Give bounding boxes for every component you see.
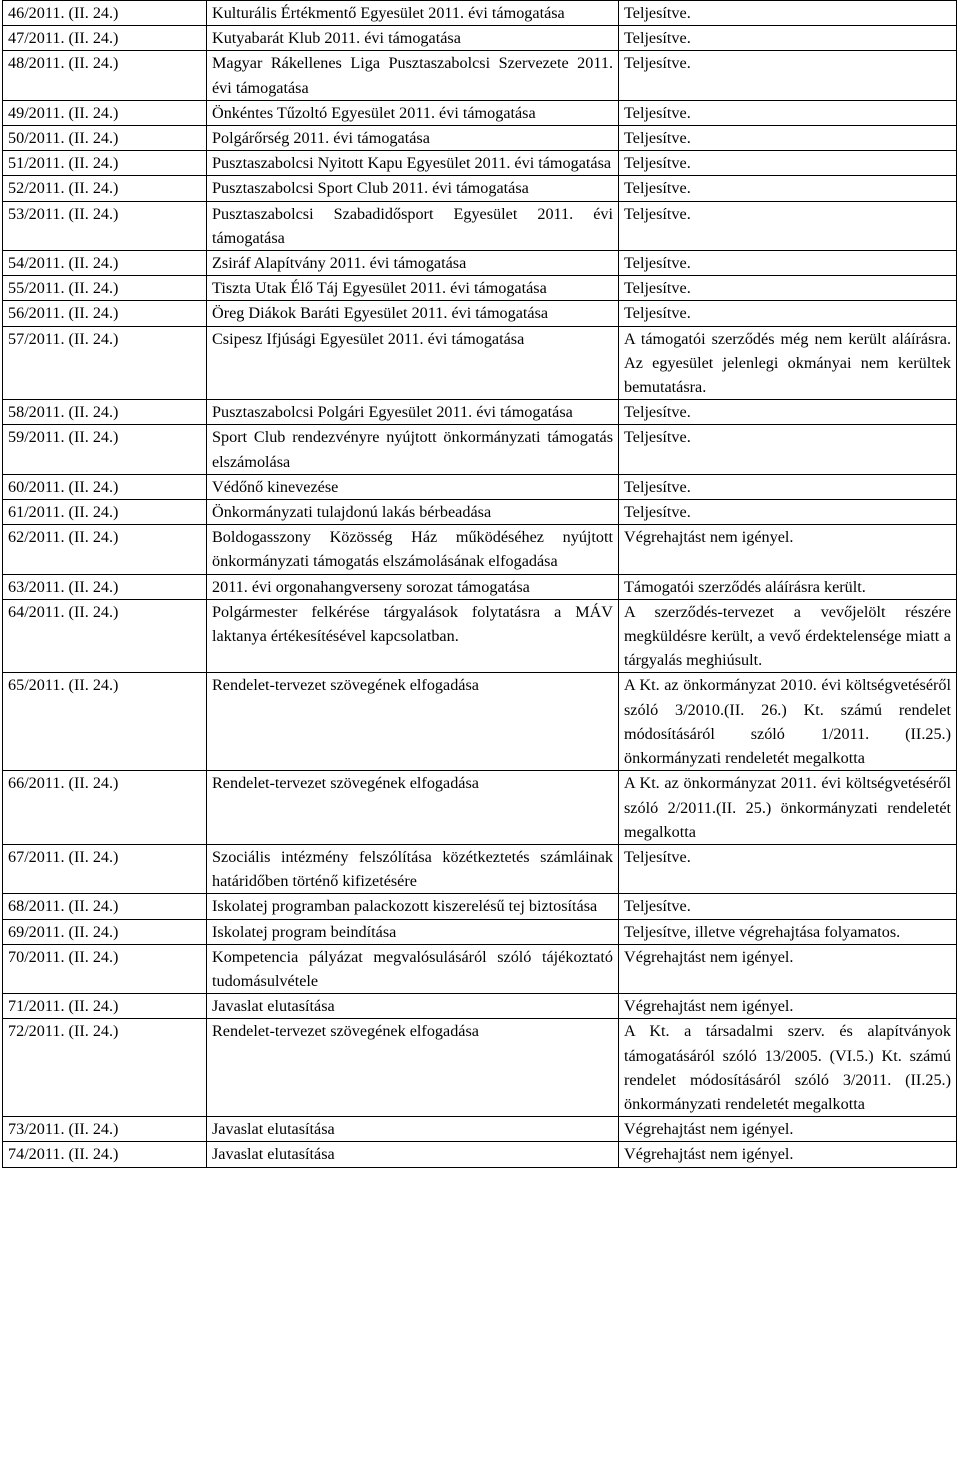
resolution-number: 68/2011. (II. 24.) — [3, 894, 207, 919]
resolution-subject: Javaslat elutasítása — [207, 1117, 619, 1142]
resolution-subject: Önkormányzati tulajdonú lakás bérbeadása — [207, 500, 619, 525]
resolution-number: 72/2011. (II. 24.) — [3, 1019, 207, 1117]
resolution-status: Teljesítve. — [619, 26, 957, 51]
resolution-number: 56/2011. (II. 24.) — [3, 301, 207, 326]
resolution-status: A Kt. az önkormányzat 2010. évi költségvetéséről szóló 3/2010.(II. 26.) Kt. számú rendelet módosításáról szóló 1/2011. (II.25.) önkormányzati rendeletét megalkotta — [619, 673, 957, 771]
resolution-number: 66/2011. (II. 24.) — [3, 771, 207, 845]
resolution-status: Teljesítve. — [619, 844, 957, 893]
table-row — [3, 771, 957, 845]
resolution-number: 62/2011. (II. 24.) — [3, 525, 207, 574]
table-row — [3, 176, 957, 201]
resolution-status: Végrehajtást nem igényel. — [619, 1117, 957, 1142]
resolution-status: Teljesítve. — [619, 894, 957, 919]
resolution-status: Végrehajtást nem igényel. — [619, 1142, 957, 1167]
resolution-status: Teljesítve. — [619, 51, 957, 100]
resolution-number: 71/2011. (II. 24.) — [3, 994, 207, 1019]
resolution-number: 73/2011. (II. 24.) — [3, 1117, 207, 1142]
resolution-subject: Polgárőrség 2011. évi támogatása — [207, 126, 619, 151]
table-row — [3, 574, 957, 599]
resolution-number: 65/2011. (II. 24.) — [3, 673, 207, 771]
resolution-status: Teljesítve. — [619, 276, 957, 301]
resolution-number: 59/2011. (II. 24.) — [3, 425, 207, 474]
resolution-subject: Pusztaszabolcsi Polgári Egyesület 2011. évi támogatása — [207, 400, 619, 425]
resolution-subject: Javaslat elutasítása — [207, 1142, 619, 1167]
resolution-number: 47/2011. (II. 24.) — [3, 26, 207, 51]
resolution-number: 53/2011. (II. 24.) — [3, 201, 207, 250]
resolution-status: Teljesítve. — [619, 1, 957, 26]
resolution-status: Teljesítve, illetve végrehajtása folyamatos. — [619, 919, 957, 944]
resolution-status: Teljesítve. — [619, 251, 957, 276]
resolution-subject: Javaslat elutasítása — [207, 994, 619, 1019]
table-row — [3, 994, 957, 1019]
resolution-status: Teljesítve. — [619, 100, 957, 125]
table-row — [3, 276, 957, 301]
resolution-subject: Sport Club rendezvényre nyújtott önkormányzati támogatás elszámolása — [207, 425, 619, 474]
resolution-subject: Rendelet-tervezet szövegének elfogadása — [207, 771, 619, 845]
table-row — [3, 151, 957, 176]
resolution-number: 48/2011. (II. 24.) — [3, 51, 207, 100]
resolution-status: Teljesítve. — [619, 151, 957, 176]
table-row — [3, 26, 957, 51]
resolution-subject: Önkéntes Tűzoltó Egyesület 2011. évi támogatása — [207, 100, 619, 125]
table-row — [3, 844, 957, 893]
resolution-subject: Kutyabarát Klub 2011. évi támogatása — [207, 26, 619, 51]
resolution-number: 57/2011. (II. 24.) — [3, 326, 207, 400]
table-row — [3, 1019, 957, 1117]
resolution-status: Teljesítve. — [619, 400, 957, 425]
resolution-status: Teljesítve. — [619, 126, 957, 151]
resolution-subject: Pusztaszabolcsi Nyitott Kapu Egyesület 2011. évi támogatása — [207, 151, 619, 176]
table-row — [3, 400, 957, 425]
resolution-number: 61/2011. (II. 24.) — [3, 500, 207, 525]
resolution-number: 54/2011. (II. 24.) — [3, 251, 207, 276]
table-row — [3, 944, 957, 993]
resolution-subject: Tiszta Utak Élő Táj Egyesület 2011. évi támogatása — [207, 276, 619, 301]
resolution-subject: Kulturális Értékmentő Egyesület 2011. évi támogatása — [207, 1, 619, 26]
resolution-subject: Kompetencia pályázat megvalósulásáról szóló tájékoztató tudomásulvétele — [207, 944, 619, 993]
table-row — [3, 599, 957, 673]
table-row — [3, 1142, 957, 1167]
resolution-status: Támogatói szerződés aláírásra került. — [619, 574, 957, 599]
resolution-subject: Iskolatej programban palackozott kiszerelésű tej biztosítása — [207, 894, 619, 919]
document-page — [2, 0, 956, 1168]
resolution-number: 52/2011. (II. 24.) — [3, 176, 207, 201]
resolution-number: 51/2011. (II. 24.) — [3, 151, 207, 176]
resolution-subject: Rendelet-tervezet szövegének elfogadása — [207, 1019, 619, 1117]
resolution-number: 55/2011. (II. 24.) — [3, 276, 207, 301]
table-row — [3, 51, 957, 100]
resolution-status: A Kt. az önkormányzat 2011. évi költségvetéséről szóló 2/2011.(II. 25.) önkormányzati rendeletét megalkotta — [619, 771, 957, 845]
resolution-subject: Zsiráf Alapítvány 2011. évi támogatása — [207, 251, 619, 276]
resolution-subject: Polgármester felkérése tárgyalások folytatásra a MÁV laktanya értékesítésével kapcsolatban. — [207, 599, 619, 673]
resolution-number: 69/2011. (II. 24.) — [3, 919, 207, 944]
resolution-subject: Pusztaszabolcsi Szabadidősport Egyesület 2011. évi támogatása — [207, 201, 619, 250]
resolution-number: 63/2011. (II. 24.) — [3, 574, 207, 599]
table-row — [3, 251, 957, 276]
resolution-status: Teljesítve. — [619, 500, 957, 525]
resolution-number: 74/2011. (II. 24.) — [3, 1142, 207, 1167]
resolution-subject: Pusztaszabolcsi Sport Club 2011. évi támogatása — [207, 176, 619, 201]
table-row — [3, 525, 957, 574]
table-row — [3, 326, 957, 400]
resolution-number: 60/2011. (II. 24.) — [3, 474, 207, 499]
table-row — [3, 100, 957, 125]
resolution-status: Teljesítve. — [619, 474, 957, 499]
resolution-subject: Szociális intézmény felszólítása közétkeztetés számláinak határidőben történő kifizetésére — [207, 844, 619, 893]
resolution-number: 58/2011. (II. 24.) — [3, 400, 207, 425]
resolution-number: 49/2011. (II. 24.) — [3, 100, 207, 125]
resolution-status: Teljesítve. — [619, 201, 957, 250]
table-row — [3, 1117, 957, 1142]
resolution-subject: Iskolatej program beindítása — [207, 919, 619, 944]
table-row — [3, 673, 957, 771]
resolution-subject: Csipesz Ifjúsági Egyesület 2011. évi támogatása — [207, 326, 619, 400]
resolution-status: A szerződés-tervezet a vevőjelölt részére megküldésre került, a vevő érdektelensége miatt a tárgyalás meghiúsult. — [619, 599, 957, 673]
resolution-status: Teljesítve. — [619, 425, 957, 474]
table-row — [3, 126, 957, 151]
resolution-number: 50/2011. (II. 24.) — [3, 126, 207, 151]
table-row — [3, 474, 957, 499]
resolution-number: 64/2011. (II. 24.) — [3, 599, 207, 673]
table-row — [3, 500, 957, 525]
table-row — [3, 1, 957, 26]
table-row — [3, 425, 957, 474]
resolution-subject: Magyar Rákellenes Liga Pusztaszabolcsi Szervezete 2011. évi támogatása — [207, 51, 619, 100]
resolution-number: 70/2011. (II. 24.) — [3, 944, 207, 993]
table-row — [3, 201, 957, 250]
resolution-status: A Kt. a társadalmi szerv. és alapítványok támogatásáról szóló 13/2005. (VI.5.) Kt. számú rendelet módosításáról szóló 3/2011. (II.25.) önkormányzati rendeletét megalkotta — [619, 1019, 957, 1117]
resolutions-table-body — [3, 1, 957, 1168]
resolution-number: 46/2011. (II. 24.) — [3, 1, 207, 26]
resolution-subject: Rendelet-tervezet szövegének elfogadása — [207, 673, 619, 771]
resolution-subject: Öreg Diákok Baráti Egyesület 2011. évi támogatása — [207, 301, 619, 326]
table-row — [3, 919, 957, 944]
resolution-status: Teljesítve. — [619, 301, 957, 326]
resolutions-table — [2, 0, 957, 1168]
resolution-status: Végrehajtást nem igényel. — [619, 525, 957, 574]
resolution-subject: Védőnő kinevezése — [207, 474, 619, 499]
resolution-status: Végrehajtást nem igényel. — [619, 994, 957, 1019]
resolution-status: Teljesítve. — [619, 176, 957, 201]
resolution-subject: Boldogasszony Közösség Ház működéséhez nyújtott önkormányzati támogatás elszámolásának elfogadása — [207, 525, 619, 574]
table-row — [3, 894, 957, 919]
resolution-status: A támogatói szerződés még nem került aláírásra. Az egyesület jelenlegi okmányai nem kerültek bemutatásra. — [619, 326, 957, 400]
resolution-subject: 2011. évi orgonahangverseny sorozat támogatása — [207, 574, 619, 599]
resolution-status: Végrehajtást nem igényel. — [619, 944, 957, 993]
resolution-number: 67/2011. (II. 24.) — [3, 844, 207, 893]
table-row — [3, 301, 957, 326]
